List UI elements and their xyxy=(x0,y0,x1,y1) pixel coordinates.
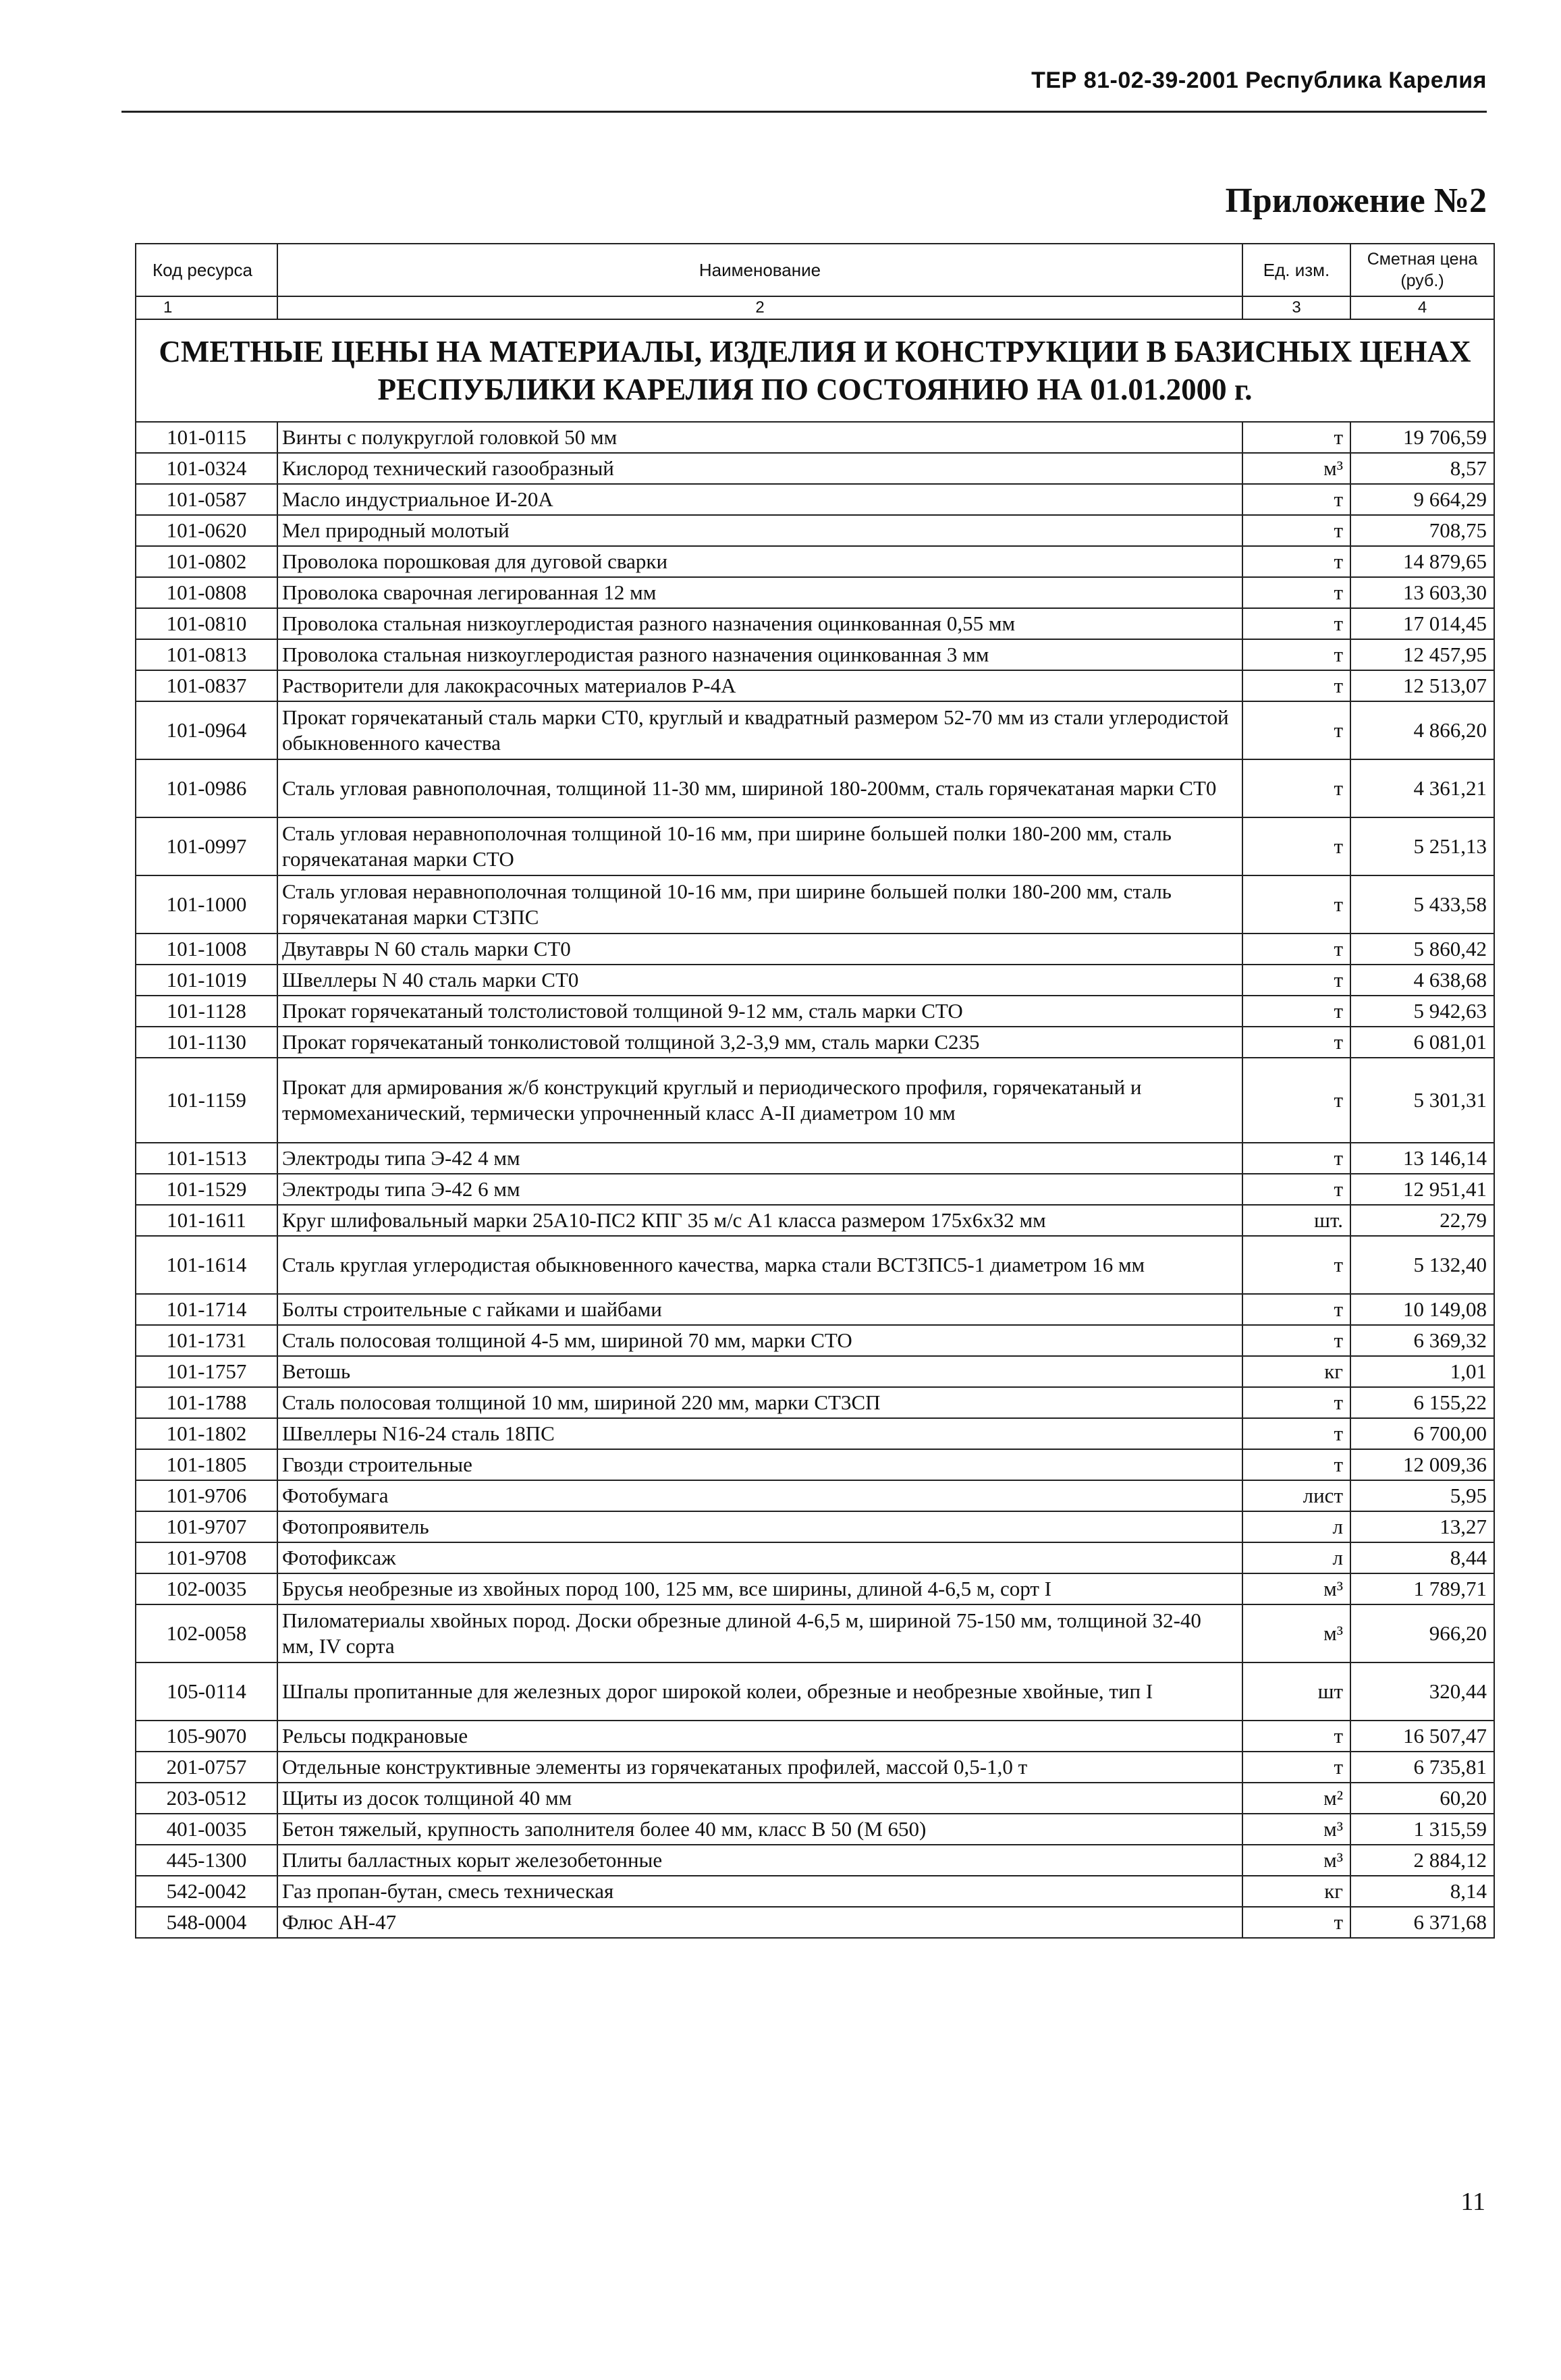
resource-name-cell: Брусья необрезные из хвойных пород 100, 125 мм, все ширины, длиной 4-6,5 м, сорт I xyxy=(277,1573,1242,1604)
resource-code-cell: 101-1000 xyxy=(136,875,277,934)
unit-cell: т xyxy=(1242,875,1350,934)
price-cell: 12 009,36 xyxy=(1350,1449,1494,1480)
resource-name-cell: Проволока сварочная легированная 12 мм xyxy=(277,577,1242,608)
unit-cell: т xyxy=(1242,759,1350,817)
page-number: 11 xyxy=(1460,2188,1485,2216)
resource-code-cell: 101-1019 xyxy=(136,965,277,996)
resource-code-cell: 201-0757 xyxy=(136,1752,277,1783)
table-row xyxy=(136,1845,1494,1876)
resource-code-cell: 102-0035 xyxy=(136,1573,277,1604)
resource-name-cell: Прокат горячекатаный сталь марки СТ0, круглый и квадратный размером 52-70 мм из стали углеродистой обыкновенного качества xyxy=(277,701,1242,759)
resource-code-cell: 548-0004 xyxy=(136,1907,277,1938)
resource-name-cell: Фотофиксаж xyxy=(277,1542,1242,1573)
resource-code-cell: 102-0058 xyxy=(136,1604,277,1662)
price-cell: 2 884,12 xyxy=(1350,1845,1494,1876)
unit-cell: т xyxy=(1242,1027,1350,1058)
price-cell: 22,79 xyxy=(1350,1205,1494,1236)
table-row xyxy=(136,608,1494,639)
unit-cell: т xyxy=(1242,1325,1350,1356)
resource-code-cell: 101-9706 xyxy=(136,1480,277,1511)
resource-name-cell: Швеллеры N 40 сталь марки СТ0 xyxy=(277,965,1242,996)
resource-name-cell: Прокат горячекатаный толстолистовой толщиной 9-12 мм, сталь марки СТО xyxy=(277,996,1242,1027)
resource-code-cell: 105-0114 xyxy=(136,1662,277,1721)
resource-code-cell: 101-0810 xyxy=(136,608,277,639)
table-row xyxy=(136,1662,1494,1721)
unit-cell: т xyxy=(1242,817,1350,875)
unit-cell: т xyxy=(1242,484,1350,515)
unit-cell: м² xyxy=(1242,1783,1350,1814)
resource-name-cell: Сталь угловая равнополочная, толщиной 11-30 мм, шириной 180-200мм, сталь горячекатаная марки СТ0 xyxy=(277,759,1242,817)
table-row xyxy=(136,996,1494,1027)
price-cell: 6 735,81 xyxy=(1350,1752,1494,1783)
price-cell: 13 146,14 xyxy=(1350,1143,1494,1174)
resource-code-cell: 101-0964 xyxy=(136,701,277,759)
resource-code-cell: 101-0997 xyxy=(136,817,277,875)
resource-name-cell: Сталь круглая углеродистая обыкновенного качества, марка стали ВСТ3ПС5-1 диаметром 16 мм xyxy=(277,1236,1242,1294)
table-row xyxy=(136,1604,1494,1662)
table-row xyxy=(136,1418,1494,1449)
resource-code-cell: 401-0035 xyxy=(136,1814,277,1845)
unit-cell: т xyxy=(1242,422,1350,453)
unit-cell: т xyxy=(1242,1752,1350,1783)
resource-code-cell: 101-0813 xyxy=(136,639,277,670)
unit-cell: л xyxy=(1242,1511,1350,1542)
column-number: 1 xyxy=(136,296,277,319)
resource-code-cell: 105-9070 xyxy=(136,1721,277,1752)
unit-cell: т xyxy=(1242,1143,1350,1174)
resource-code-cell: 101-0324 xyxy=(136,453,277,484)
resource-code-cell: 101-1611 xyxy=(136,1205,277,1236)
price-cell: 6 369,32 xyxy=(1350,1325,1494,1356)
resource-code-cell: 101-0587 xyxy=(136,484,277,515)
price-cell: 5 860,42 xyxy=(1350,934,1494,965)
table-row xyxy=(136,1907,1494,1938)
unit-cell: м³ xyxy=(1242,1573,1350,1604)
resource-name-cell: Масло индустриальное И-20А xyxy=(277,484,1242,515)
unit-cell: шт xyxy=(1242,1662,1350,1721)
table-body xyxy=(136,422,1494,1938)
resource-name-cell: Растворители для лакокрасочных материалов Р-4А xyxy=(277,670,1242,701)
table-row xyxy=(136,759,1494,817)
table-row xyxy=(136,1573,1494,1604)
unit-cell: кг xyxy=(1242,1356,1350,1387)
unit-cell: л xyxy=(1242,1542,1350,1573)
table-row xyxy=(136,1143,1494,1174)
column-header-code: Код ресурса xyxy=(136,244,277,296)
unit-cell: т xyxy=(1242,934,1350,965)
section-title-row xyxy=(136,319,1494,422)
resource-code-cell: 101-0808 xyxy=(136,577,277,608)
price-cell: 19 706,59 xyxy=(1350,422,1494,453)
table-row xyxy=(136,670,1494,701)
unit-cell: т xyxy=(1242,546,1350,577)
price-cell: 5 132,40 xyxy=(1350,1236,1494,1294)
resource-name-cell: Двутавры N 60 сталь марки СТ0 xyxy=(277,934,1242,965)
table-row xyxy=(136,1236,1494,1294)
table-row xyxy=(136,639,1494,670)
column-number: 3 xyxy=(1242,296,1350,319)
price-cell: 6 155,22 xyxy=(1350,1387,1494,1418)
price-cell: 1,01 xyxy=(1350,1356,1494,1387)
section-title: СМЕТНЫЕ ЦЕНЫ НА МАТЕРИАЛЫ, ИЗДЕЛИЯ И КОНСТРУКЦИИ В БАЗИСНЫХ ЦЕНАХ РЕСПУБЛИКИ КАРЕЛИЯ ПО СОСТОЯНИЮ НА 01.01.2000 г. xyxy=(136,319,1494,422)
price-cell: 10 149,08 xyxy=(1350,1294,1494,1325)
unit-cell: т xyxy=(1242,608,1350,639)
resource-name-cell: Прокат горячекатаный тонколистовой толщиной 3,2-3,9 мм, сталь марки С235 xyxy=(277,1027,1242,1058)
table-header-row xyxy=(136,244,1494,296)
price-cell: 6 081,01 xyxy=(1350,1027,1494,1058)
resource-name-cell: Щиты из досок толщиной 40 мм xyxy=(277,1783,1242,1814)
table-row xyxy=(136,817,1494,875)
resource-name-cell: Сталь полосовая толщиной 10 мм, шириной 220 мм, марки СТ3СП xyxy=(277,1387,1242,1418)
price-cell: 8,44 xyxy=(1350,1542,1494,1573)
table-row xyxy=(136,546,1494,577)
resource-name-cell: Сталь угловая неравнополочная толщиной 10-16 мм, при ширине большей полки 180-200 мм, сталь горячекатаная марки СТ3ПС xyxy=(277,875,1242,934)
column-header-price: Сметная цена (руб.) xyxy=(1350,244,1494,296)
resource-name-cell: Проволока стальная низкоуглеродистая разного назначения оцинкованная 3 мм xyxy=(277,639,1242,670)
table-row xyxy=(136,515,1494,546)
resource-code-cell: 101-9707 xyxy=(136,1511,277,1542)
price-cell: 13 603,30 xyxy=(1350,577,1494,608)
price-cell: 8,14 xyxy=(1350,1876,1494,1907)
price-cell: 708,75 xyxy=(1350,515,1494,546)
resource-code-cell: 101-1128 xyxy=(136,996,277,1027)
resource-name-cell: Рельсы подкрановые xyxy=(277,1721,1242,1752)
column-number: 4 xyxy=(1350,296,1494,319)
resource-name-cell: Проволока стальная низкоуглеродистая разного назначения оцинкованная 0,55 мм xyxy=(277,608,1242,639)
unit-cell: т xyxy=(1242,1907,1350,1938)
unit-cell: т xyxy=(1242,701,1350,759)
resource-name-cell: Плиты балластных корыт железобетонные xyxy=(277,1845,1242,1876)
resource-name-cell: Электроды типа Э-42 6 мм xyxy=(277,1174,1242,1205)
unit-cell: т xyxy=(1242,1294,1350,1325)
resource-name-cell: Фотопроявитель xyxy=(277,1511,1242,1542)
unit-cell: м³ xyxy=(1242,1845,1350,1876)
unit-cell: т xyxy=(1242,639,1350,670)
resource-name-cell: Шпалы пропитанные для железных дорог широкой колеи, обрезные и необрезные хвойные, тип I xyxy=(277,1662,1242,1721)
table-row xyxy=(136,1752,1494,1783)
table-row xyxy=(136,422,1494,453)
unit-cell: т xyxy=(1242,1387,1350,1418)
table-row xyxy=(136,484,1494,515)
resource-code-cell: 101-1529 xyxy=(136,1174,277,1205)
table-row xyxy=(136,1511,1494,1542)
column-number: 2 xyxy=(277,296,1242,319)
unit-cell: кг xyxy=(1242,1876,1350,1907)
resource-code-cell: 203-0512 xyxy=(136,1783,277,1814)
unit-cell: т xyxy=(1242,965,1350,996)
resource-name-cell: Ветошь xyxy=(277,1356,1242,1387)
resource-name-cell: Швеллеры N16-24 сталь 18ПС xyxy=(277,1418,1242,1449)
resource-code-cell: 101-0115 xyxy=(136,422,277,453)
unit-cell: шт. xyxy=(1242,1205,1350,1236)
price-cell: 8,57 xyxy=(1350,453,1494,484)
price-cell: 13,27 xyxy=(1350,1511,1494,1542)
table-row xyxy=(136,1027,1494,1058)
price-cell: 5 942,63 xyxy=(1350,996,1494,1027)
resource-code-cell: 101-1714 xyxy=(136,1294,277,1325)
resource-code-cell: 101-1513 xyxy=(136,1143,277,1174)
resource-code-cell: 101-1008 xyxy=(136,934,277,965)
resource-name-cell: Пиломатериалы хвойных пород. Доски обрезные длиной 4-6,5 м, шириной 75-150 мм, толщиной 32-40 мм, IV сорта xyxy=(277,1604,1242,1662)
resource-code-cell: 101-0837 xyxy=(136,670,277,701)
resource-name-cell: Фотобумага xyxy=(277,1480,1242,1511)
price-cell: 4 361,21 xyxy=(1350,759,1494,817)
resource-name-cell: Сталь полосовая толщиной 4-5 мм, шириной 70 мм, марки СТО xyxy=(277,1325,1242,1356)
resource-code-cell: 101-1805 xyxy=(136,1449,277,1480)
unit-cell: т xyxy=(1242,515,1350,546)
unit-cell: т xyxy=(1242,1058,1350,1143)
resource-name-cell: Сталь угловая неравнополочная толщиной 10-16 мм, при ширине большей полки 180-200 мм, сталь горячекатаная марки СТО xyxy=(277,817,1242,875)
resource-code-cell: 101-1130 xyxy=(136,1027,277,1058)
table-row xyxy=(136,875,1494,934)
resource-name-cell: Отдельные конструктивные элементы из горячекатаных профилей, массой 0,5-1,0 т xyxy=(277,1752,1242,1783)
price-cell: 9 664,29 xyxy=(1350,484,1494,515)
price-cell: 4 866,20 xyxy=(1350,701,1494,759)
price-cell: 6 700,00 xyxy=(1350,1418,1494,1449)
resource-code-cell: 101-1757 xyxy=(136,1356,277,1387)
table-row xyxy=(136,1294,1494,1325)
price-cell: 1 315,59 xyxy=(1350,1814,1494,1845)
table-row xyxy=(136,1205,1494,1236)
resource-code-cell: 101-1159 xyxy=(136,1058,277,1143)
resource-name-cell: Болты строительные с гайками и шайбами xyxy=(277,1294,1242,1325)
table-row xyxy=(136,1542,1494,1573)
price-cell: 6 371,68 xyxy=(1350,1907,1494,1938)
resource-name-cell: Гвозди строительные xyxy=(277,1449,1242,1480)
header-divider xyxy=(121,111,1487,113)
unit-cell: т xyxy=(1242,1721,1350,1752)
appendix-title: Приложение №2 xyxy=(1225,182,1487,220)
table-row xyxy=(136,453,1494,484)
table-row xyxy=(136,1449,1494,1480)
table-row xyxy=(136,701,1494,759)
unit-cell: м³ xyxy=(1242,1604,1350,1662)
resource-name-cell: Кислород технический газообразный xyxy=(277,453,1242,484)
table-row xyxy=(136,965,1494,996)
unit-cell: м³ xyxy=(1242,453,1350,484)
unit-cell: т xyxy=(1242,577,1350,608)
resource-name-cell: Мел природный молотый xyxy=(277,515,1242,546)
column-number-row xyxy=(136,296,1494,319)
table-row xyxy=(136,1174,1494,1205)
resource-name-cell: Винты с полукруглой головкой 50 мм xyxy=(277,422,1242,453)
column-header-unit: Ед. изм. xyxy=(1242,244,1350,296)
resource-name-cell: Газ пропан-бутан, смесь техническая xyxy=(277,1876,1242,1907)
resource-code-cell: 101-1788 xyxy=(136,1387,277,1418)
unit-cell: т xyxy=(1242,670,1350,701)
price-cell: 12 513,07 xyxy=(1350,670,1494,701)
resource-code-cell: 101-1802 xyxy=(136,1418,277,1449)
resource-code-cell: 101-0802 xyxy=(136,546,277,577)
resource-name-cell: Бетон тяжелый, крупность заполнителя более 40 мм, класс В 50 (М 650) xyxy=(277,1814,1242,1845)
resource-name-cell: Круг шлифовальный марки 25А10-ПС2 КПГ 35 м/с А1 класса размером 175х6х32 мм xyxy=(277,1205,1242,1236)
unit-cell: т xyxy=(1242,996,1350,1027)
price-cell: 4 638,68 xyxy=(1350,965,1494,996)
column-header-name: Наименование xyxy=(277,244,1242,296)
table-row xyxy=(136,1480,1494,1511)
price-cell: 966,20 xyxy=(1350,1604,1494,1662)
unit-cell: т xyxy=(1242,1236,1350,1294)
table-row xyxy=(136,1721,1494,1752)
resource-name-cell: Прокат для армирования ж/б конструкций круглый и периодического профиля, горячекатаный и термомеханический, термически упрочненный класс А-II диаметром 10 мм xyxy=(277,1058,1242,1143)
resource-code-cell: 101-0620 xyxy=(136,515,277,546)
price-cell: 5,95 xyxy=(1350,1480,1494,1511)
table-row xyxy=(136,1325,1494,1356)
resource-name-cell: Электроды типа Э-42 4 мм xyxy=(277,1143,1242,1174)
table-row xyxy=(136,1876,1494,1907)
price-cell: 17 014,45 xyxy=(1350,608,1494,639)
unit-cell: лист xyxy=(1242,1480,1350,1511)
price-cell: 60,20 xyxy=(1350,1783,1494,1814)
price-cell: 1 789,71 xyxy=(1350,1573,1494,1604)
unit-cell: м³ xyxy=(1242,1814,1350,1845)
resource-name-cell: Проволока порошковая для дуговой сварки xyxy=(277,546,1242,577)
price-cell: 5 433,58 xyxy=(1350,875,1494,934)
table-row xyxy=(136,1356,1494,1387)
price-cell: 5 301,31 xyxy=(1350,1058,1494,1143)
unit-cell: т xyxy=(1242,1449,1350,1480)
resource-code-cell: 101-9708 xyxy=(136,1542,277,1573)
price-table xyxy=(135,243,1495,1939)
price-cell: 14 879,65 xyxy=(1350,546,1494,577)
table-row xyxy=(136,934,1494,965)
table-row xyxy=(136,1783,1494,1814)
price-cell: 12 457,95 xyxy=(1350,639,1494,670)
table-row xyxy=(136,1387,1494,1418)
document-code: ТЕР 81-02-39-2001 Республика Карелия xyxy=(1031,67,1487,93)
price-cell: 12 951,41 xyxy=(1350,1174,1494,1205)
unit-cell: т xyxy=(1242,1174,1350,1205)
resource-code-cell: 445-1300 xyxy=(136,1845,277,1876)
table-row xyxy=(136,577,1494,608)
resource-name-cell: Флюс АН-47 xyxy=(277,1907,1242,1938)
resource-code-cell: 101-1614 xyxy=(136,1236,277,1294)
price-cell: 16 507,47 xyxy=(1350,1721,1494,1752)
price-cell: 5 251,13 xyxy=(1350,817,1494,875)
resource-code-cell: 542-0042 xyxy=(136,1876,277,1907)
unit-cell: т xyxy=(1242,1418,1350,1449)
table-row xyxy=(136,1058,1494,1143)
resource-code-cell: 101-0986 xyxy=(136,759,277,817)
price-cell: 320,44 xyxy=(1350,1662,1494,1721)
resource-code-cell: 101-1731 xyxy=(136,1325,277,1356)
table-row xyxy=(136,1814,1494,1845)
